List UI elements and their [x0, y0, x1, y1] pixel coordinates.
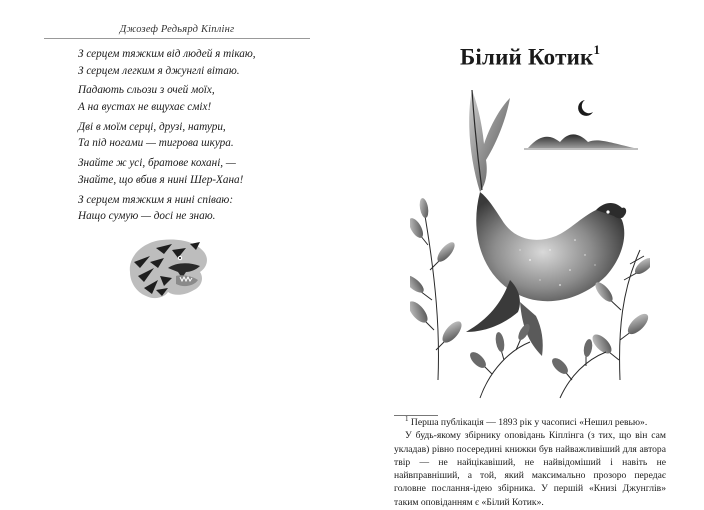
title-footnote-mark: 1 [593, 42, 601, 57]
poem-line: Падають сльози з очей моїх, [78, 84, 215, 97]
poem-line: Знайте, що вбив я нині Шер-Хана! [78, 173, 244, 186]
poem-stanza [78, 46, 338, 79]
poem-line: А на вустах не вщухає сміх! [78, 100, 212, 113]
footnote [394, 416, 666, 509]
poem-line: Знайте ж усі, братове кохані, — [78, 157, 236, 170]
running-head: Джозеф Редьярд Кіплінг [119, 24, 235, 35]
poem-stanza [78, 119, 338, 152]
footnote-paragraph: У будь-якому збірнику оповідань Кіплінга (з тих, що він сам укладав) рівно посередині книжки був найважливіший для автора твір — не найцікавіший, не найвідоміший і навіть не найвправніший, а той, який максимально прозоро передає головне послання-ідею збірника. У першій «Книзі Джунглів» таким оповіданням є «Білий Котик». [394, 430, 666, 508]
poem-line: З серцем легким я джунглі вітаю. [78, 64, 240, 77]
poem-line: Дві в моїм серці, друзі, натури, [78, 120, 226, 133]
footnote-mark: 1 [405, 414, 409, 423]
tiger-head-illustration [120, 232, 212, 302]
footnote-paragraph [394, 416, 666, 429]
poem [78, 46, 338, 228]
poem-stanza [78, 192, 338, 225]
chapter-title-text: Білий Котик [460, 44, 594, 70]
footnote-text: Перша публікація — 1893 рік у часописі «Нешил ревью». [410, 417, 648, 428]
poem-line: З серцем тяжким я нині співаю: [78, 193, 234, 206]
white-seal-illustration [410, 80, 650, 400]
poem-line: З серцем тяжким від людей я тікаю, [78, 48, 256, 60]
poem-line: Нащо сумую — досі не знаю. [78, 210, 216, 223]
chapter-title [460, 44, 600, 71]
running-head-rule [44, 38, 310, 39]
poem-stanza [78, 155, 338, 188]
poem-stanza [78, 82, 338, 115]
poem-line: Та під ногами — тигрова шкура. [78, 137, 234, 150]
